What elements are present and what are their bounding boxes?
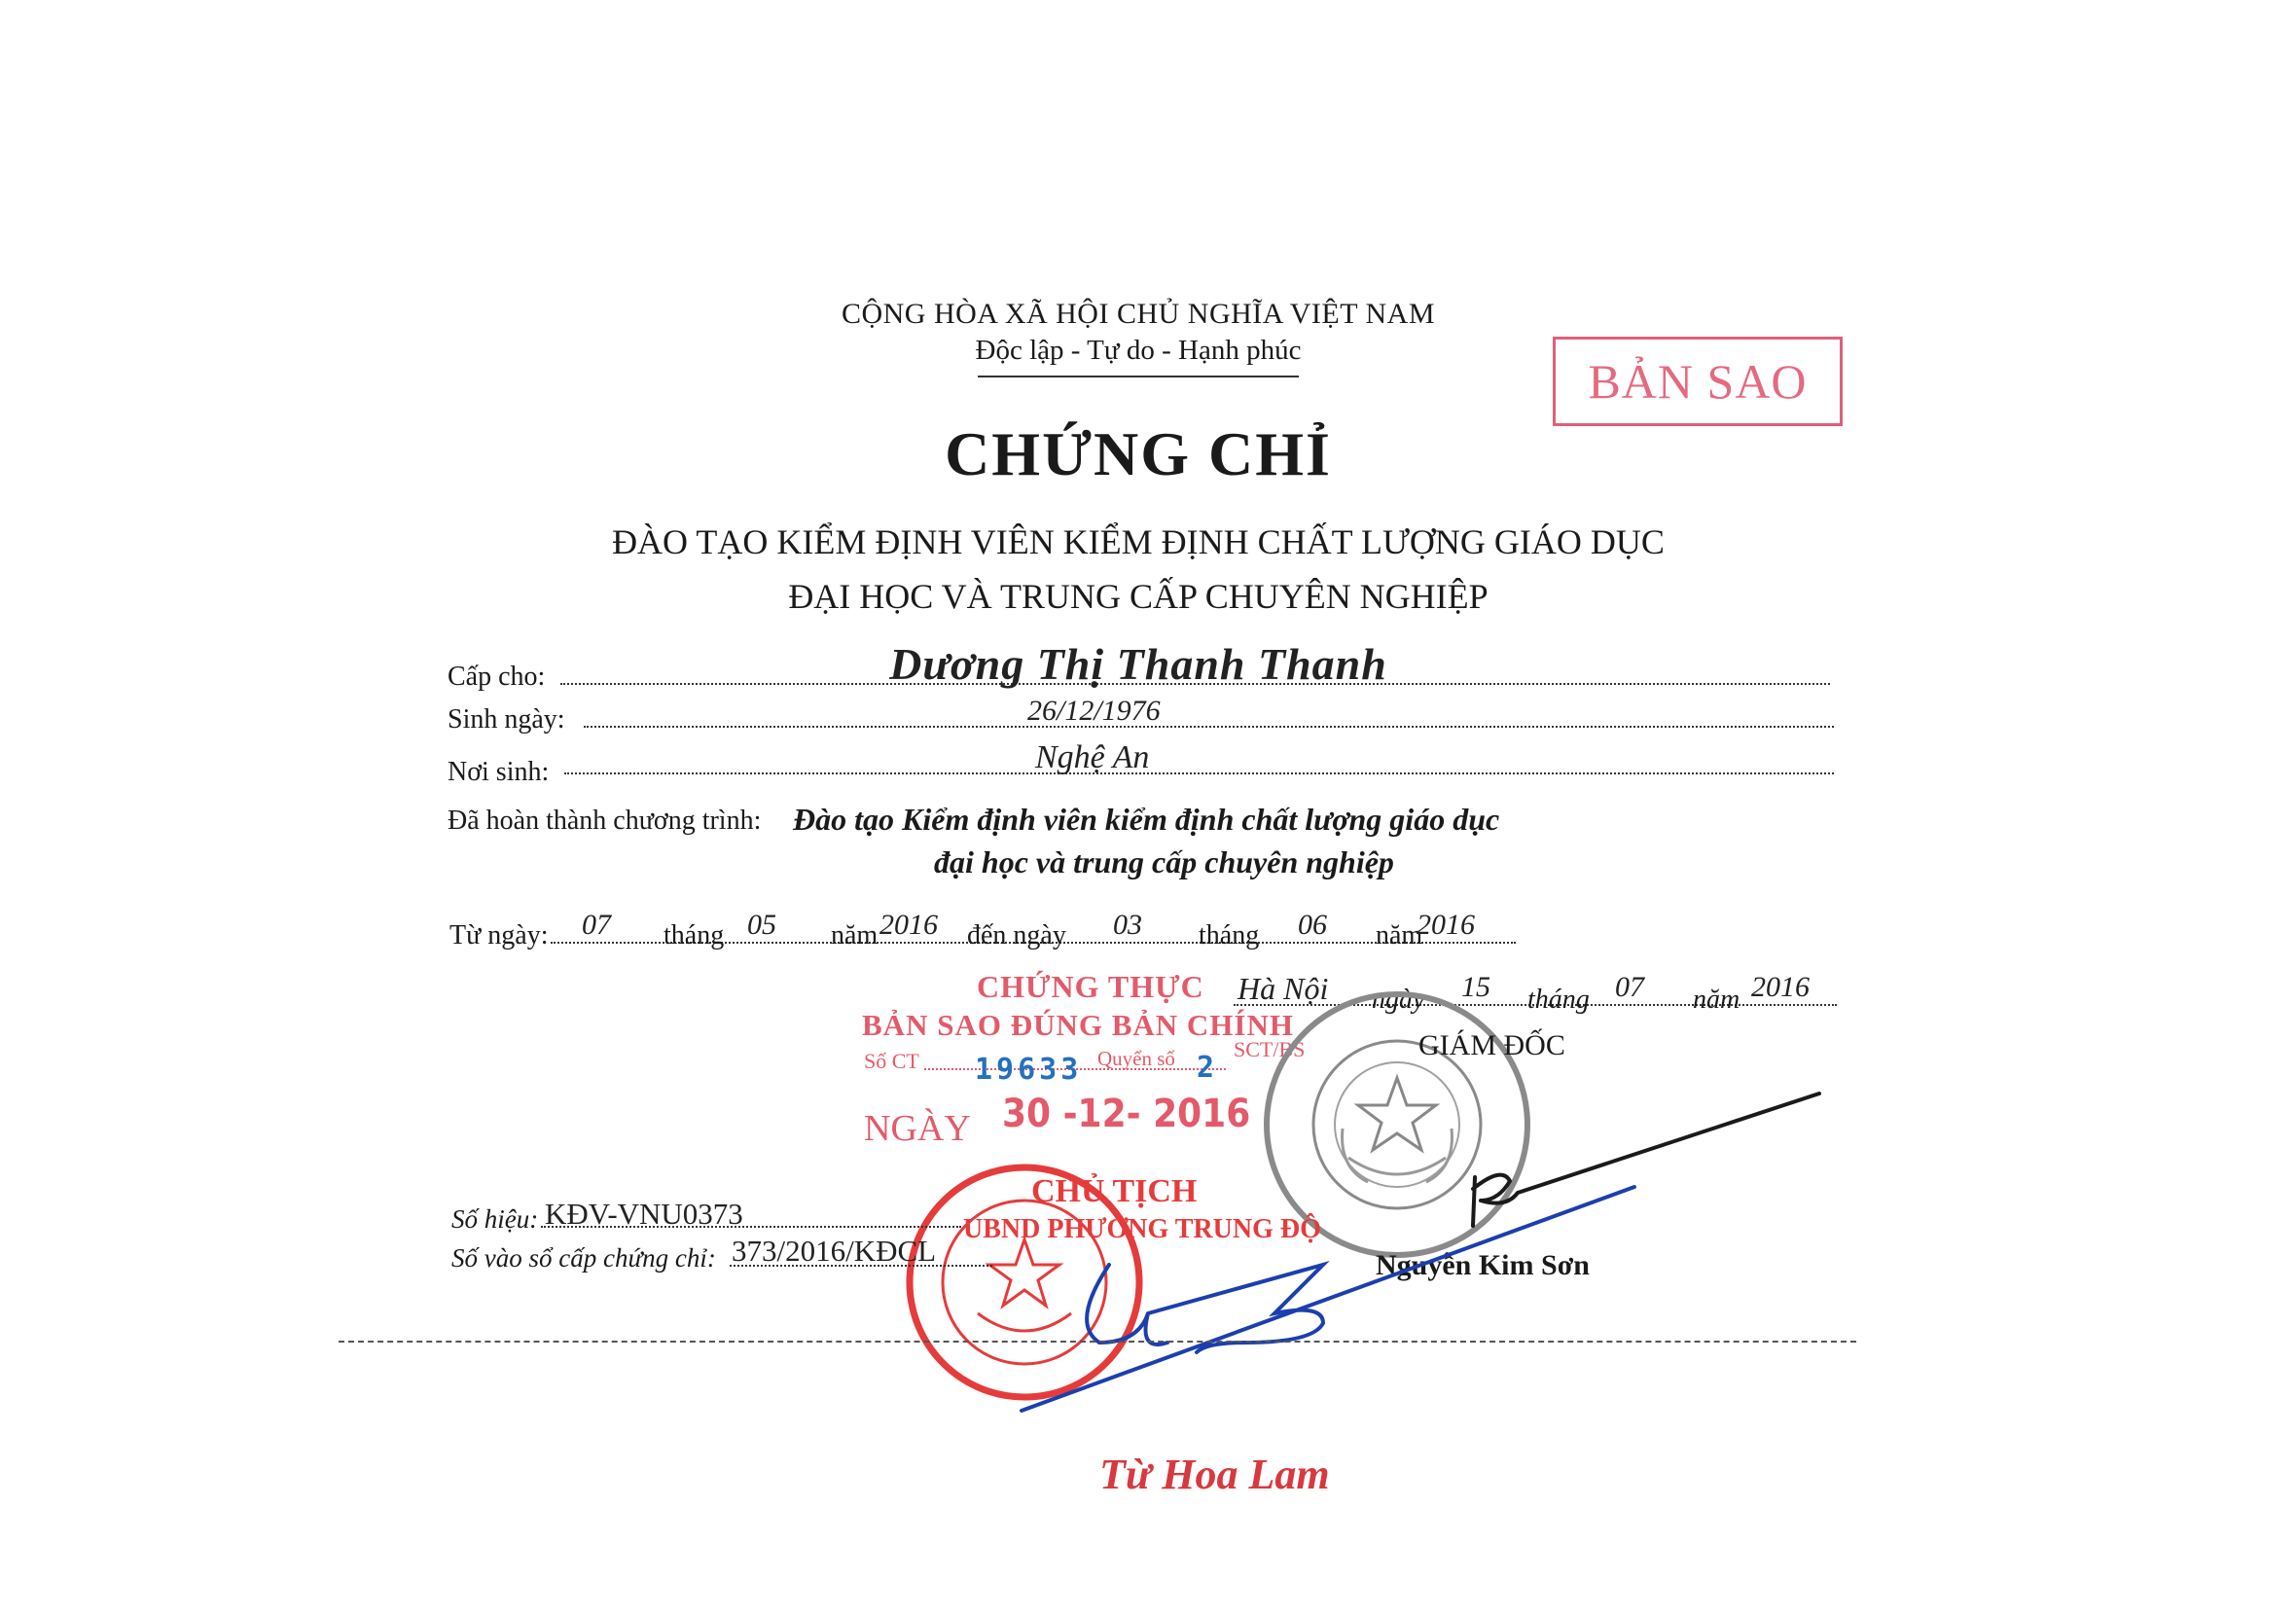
issue-day-label: ngày: [1372, 985, 1425, 1015]
from-year: 2016: [879, 909, 938, 941]
from-label: Từ ngày:: [449, 920, 549, 950]
from-year-label: năm: [831, 920, 879, 950]
from-month-label: tháng: [664, 920, 725, 950]
dob-value: 26/12/1976: [1027, 695, 1161, 727]
issue-year-label: năm: [1693, 985, 1740, 1015]
certificate-subtitle-line1: ĐÀO TẠO KIỂM ĐỊNH VIÊN KIỂM ĐỊNH CHẤT LƯỢNG GIÁO DỤC: [612, 522, 1665, 561]
nation-header: CỘNG HÒA XÃ HỘI CHỦ NGHĨA VIỆT NAM: [841, 298, 1436, 330]
issue-place: Hà Nội: [1238, 971, 1329, 1006]
issue-day: 15: [1461, 971, 1490, 1003]
bottom-separator: [339, 1341, 1856, 1343]
birthplace-label: Nơi sinh:: [448, 757, 550, 787]
to-year-label: năm: [1376, 920, 1423, 950]
motto-underline: [978, 376, 1299, 377]
certificate-title: CHỨNG CHỈ: [945, 419, 1332, 488]
signer-name: Nguyễn Kim Sơn: [1376, 1249, 1590, 1281]
from-day: 07: [582, 909, 611, 941]
issue-month: 07: [1615, 971, 1644, 1003]
to-year: 2016: [1417, 909, 1475, 941]
to-day: 03: [1113, 909, 1142, 941]
program-label: Đã hoàn thành chương trình:: [448, 806, 762, 836]
program-value-line1: Đào tạo Kiểm định viên kiểm định chất lượng giáo dục: [793, 802, 1500, 837]
certificate-subtitle-line2: ĐẠI HỌC VÀ TRUNG CẤP CHUYÊN NGHIỆP: [788, 577, 1489, 616]
notary-signature-name: Từ Hoa Lam: [1099, 1451, 1330, 1498]
cert-stamp-line2: BẢN SAO ĐÚNG BẢN CHÍNH: [862, 1008, 1294, 1042]
to-label: đến ngày: [967, 920, 1066, 950]
to-month-label: tháng: [1199, 920, 1260, 950]
issued-to-value: Dương Thị Thanh Thanh: [889, 639, 1387, 689]
serial-label: Số hiệu:: [451, 1204, 539, 1234]
from-month: 05: [747, 909, 776, 941]
dob-dots: [584, 724, 1834, 728]
ward-seal-title: CHỦ TỊCH: [1031, 1173, 1198, 1209]
ward-chairman-signature: [1002, 1167, 1664, 1420]
ward-seal-org: UBND PHƯỜNG TRUNG ĐỘ: [963, 1214, 1321, 1244]
cert-stamp-soct-label: Số CT: [864, 1049, 919, 1073]
dob-label: Sinh ngày:: [448, 704, 565, 735]
cert-stamp-quyen-value: 2: [1197, 1051, 1215, 1085]
to-month: 06: [1298, 909, 1327, 941]
cert-stamp-date-value: 30 -12- 2016: [1002, 1092, 1251, 1136]
issue-year: 2016: [1751, 971, 1810, 1003]
issued-to-label: Cấp cho:: [448, 662, 546, 692]
cert-stamp-line1: CHỨNG THỰC: [977, 969, 1204, 1004]
cert-stamp-soct-value: 19633: [975, 1053, 1083, 1087]
book-label: Số vào sổ cấp chứng chỉ:: [451, 1243, 716, 1273]
signer-title: GIÁM ĐỐC: [1418, 1029, 1565, 1061]
birthplace-dots: [564, 771, 1834, 774]
cert-stamp-date-label: NGÀY: [864, 1108, 971, 1149]
motto-header: Độc lập - Tự do - Hạnh phúc: [975, 335, 1302, 366]
issue-month-label: tháng: [1527, 985, 1590, 1015]
cert-stamp-sct-label: SCT/BS: [1234, 1037, 1306, 1061]
book-value: 373/2016/KĐCL: [732, 1234, 937, 1268]
program-value-line2: đại học và trung cấp chuyên nghiệp: [934, 844, 1394, 879]
birthplace-value: Nghệ An: [1035, 739, 1150, 775]
cert-stamp-quyen-label: Quyển số: [1097, 1047, 1175, 1070]
serial-value: KĐV-VNU0373: [545, 1197, 743, 1231]
copy-stamp: BẢN SAO: [1553, 337, 1843, 426]
